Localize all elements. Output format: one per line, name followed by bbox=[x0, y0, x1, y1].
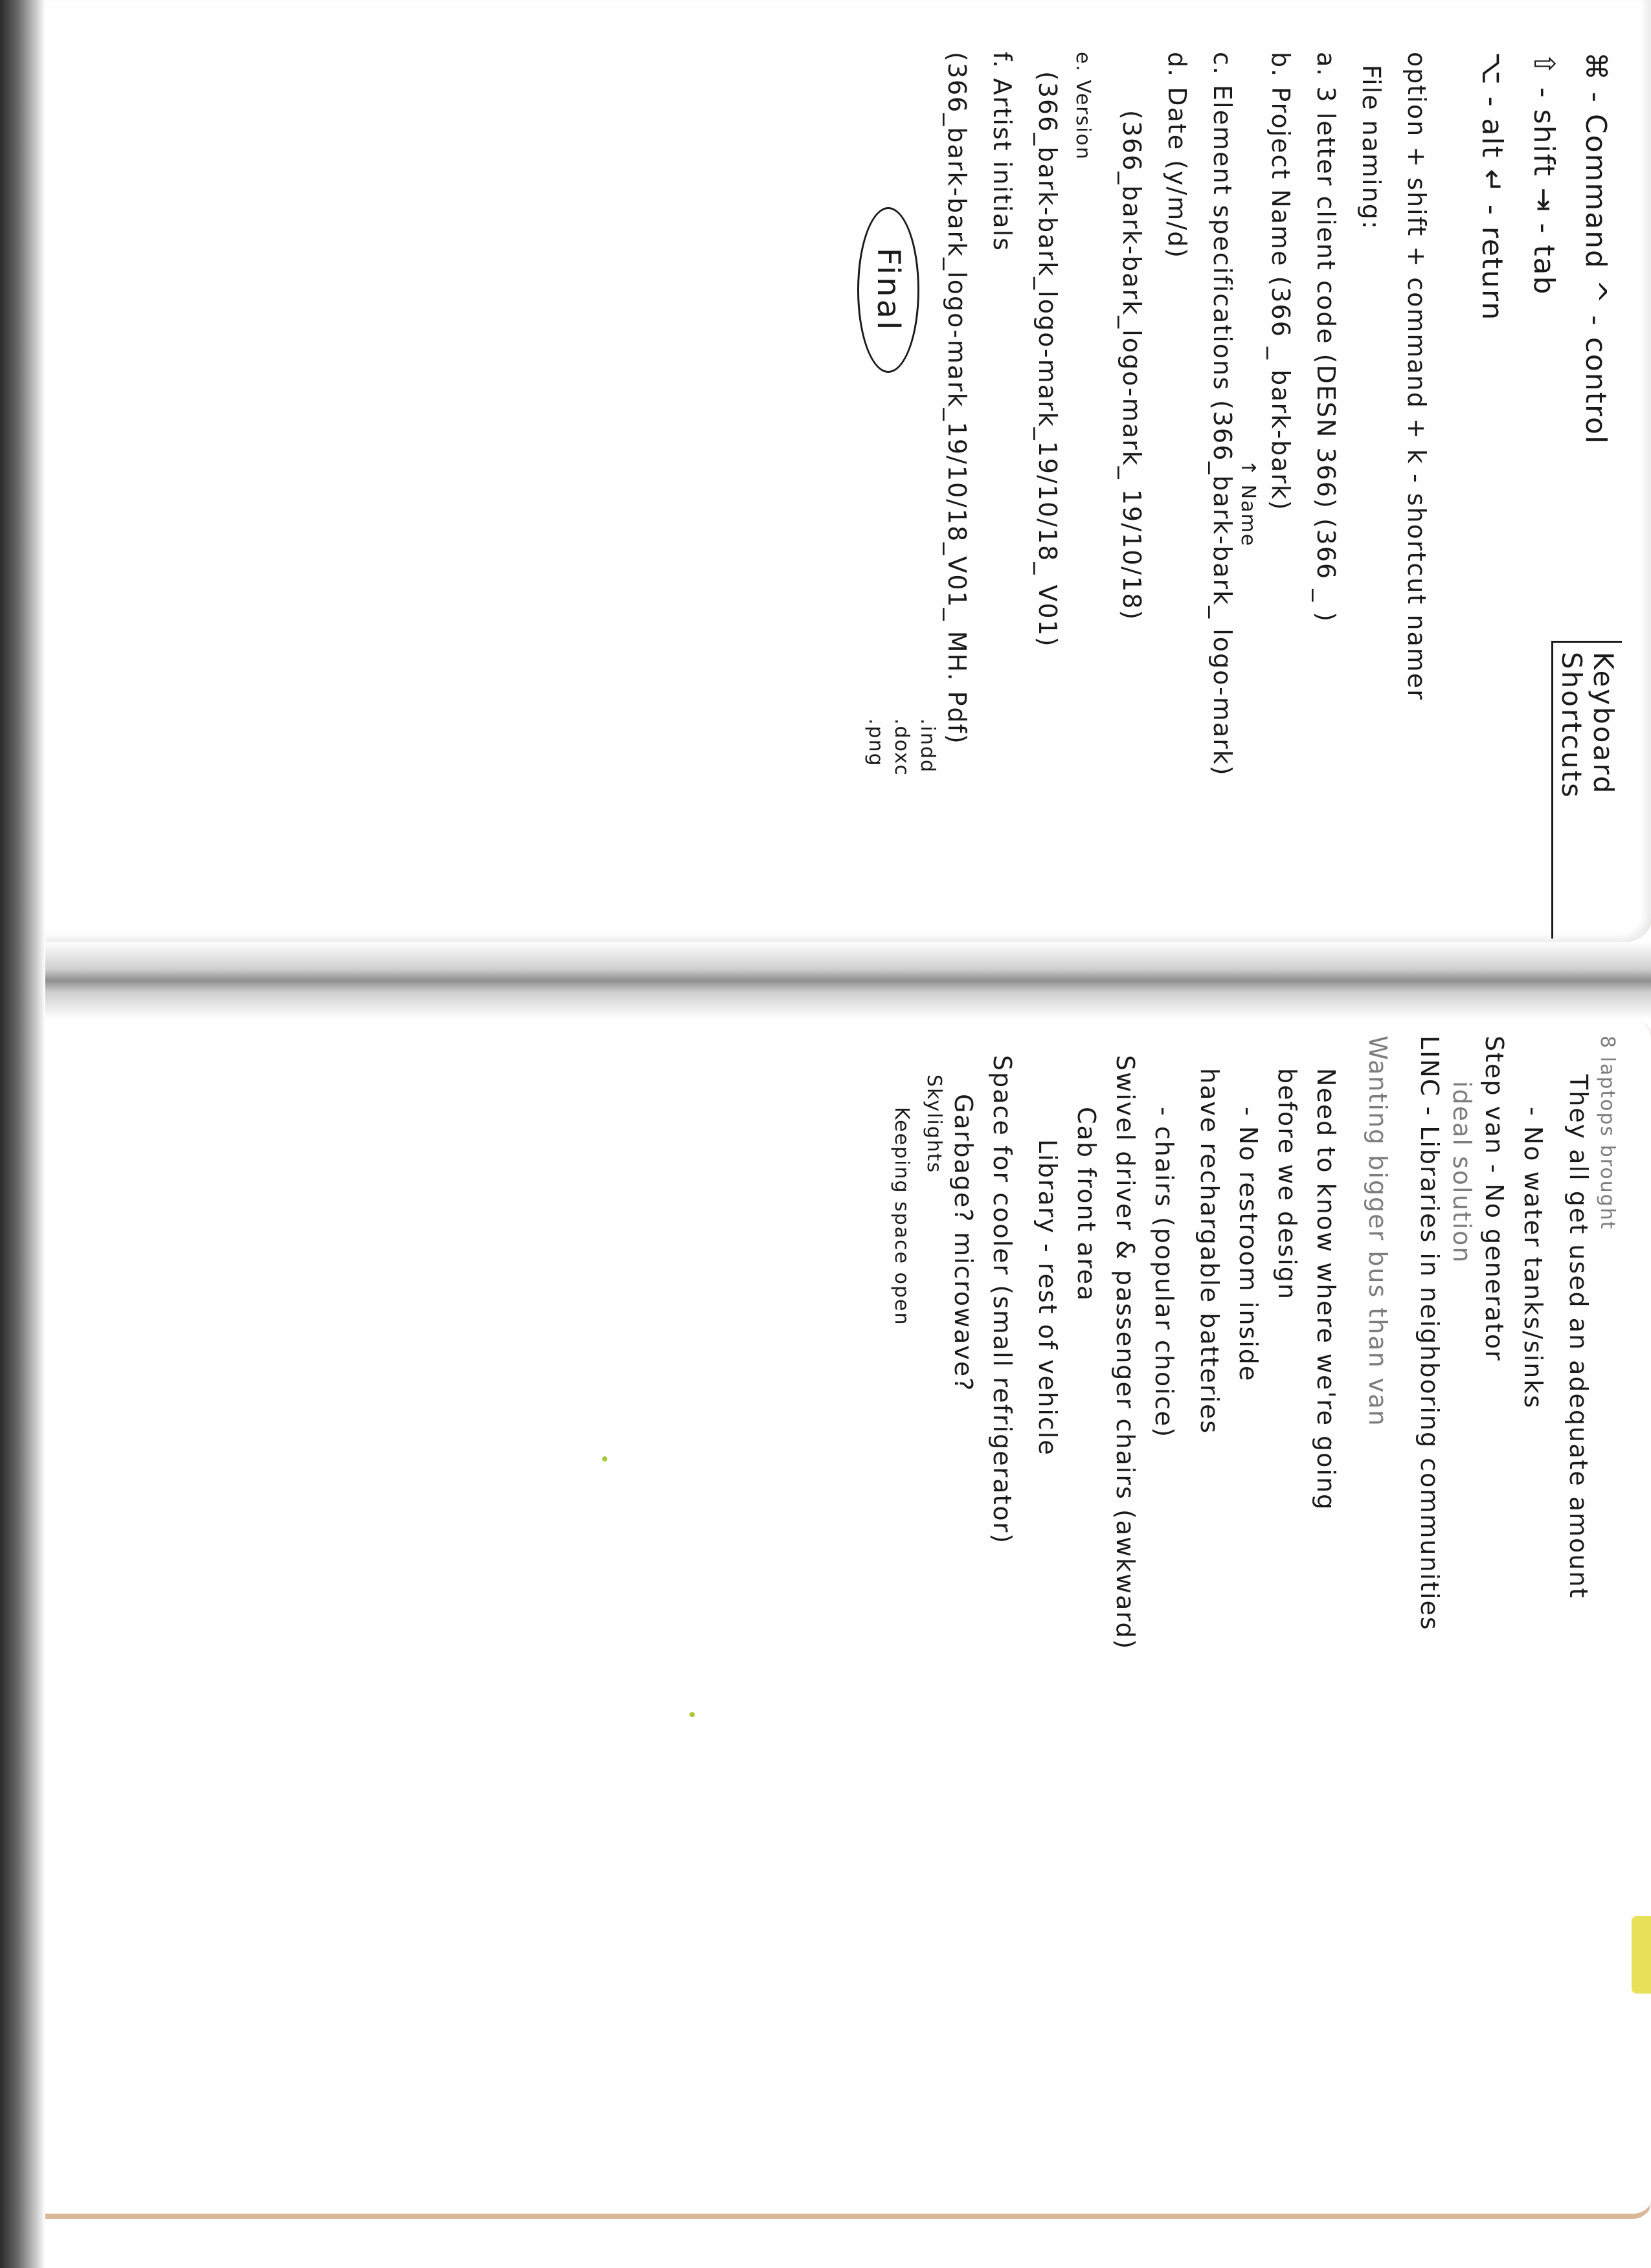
note-line: c. Element specifications (366_bark-bark_ logo-mark) bbox=[1208, 52, 1237, 777]
note-line: Need to know where we're going bbox=[1312, 1068, 1340, 1511]
ink-speck bbox=[690, 1712, 695, 1717]
note-line: Step van - No generator bbox=[1480, 1036, 1509, 1362]
note-line: e. Version bbox=[1072, 52, 1094, 161]
circled-final-label: Final bbox=[857, 207, 919, 373]
note-line: (366_bark-bark_logo-mark_ 19/10/18) bbox=[1118, 110, 1146, 621]
scanner-edge-shadow bbox=[0, 0, 45, 2268]
note-line: .png bbox=[864, 718, 887, 767]
vehicle-design-notes bbox=[777, 1036, 1619, 2201]
sticky-tab-marker bbox=[1632, 1916, 1651, 1994]
note-line: (366_bark-bark_logo-mark_19/10/18_V01_ MH. Pdf) bbox=[943, 52, 971, 745]
note-line: Cab front area bbox=[1072, 1107, 1101, 1302]
note-line: Keeping space open bbox=[890, 1107, 913, 1326]
keyboard-shortcuts-notes bbox=[777, 45, 1619, 939]
note-line: f. Artist initials bbox=[988, 52, 1016, 252]
note-line: - No restroom inside bbox=[1234, 1107, 1263, 1383]
note-line: ⌘ - Command ^ - control bbox=[1579, 52, 1612, 445]
note-line: LINC - Libraries in neighboring communities bbox=[1415, 1036, 1444, 1631]
note-line: ↑ Name bbox=[1237, 460, 1259, 548]
note-line: Library - rest of vehicle bbox=[1033, 1139, 1062, 1456]
note-line: .doxc bbox=[890, 718, 913, 777]
note-line: ⇧ - shift ⇥ - tab bbox=[1527, 52, 1560, 296]
note-line: Wanting bigger bus than van bbox=[1364, 1036, 1392, 1427]
note-line: (366_bark-bark_logo-mark_19/10/18_ V01) bbox=[1033, 71, 1062, 648]
note-line: Garbage? microwave? bbox=[949, 1094, 978, 1392]
note-line: have rechargable batteries bbox=[1195, 1068, 1224, 1435]
note-line: .indd bbox=[916, 718, 939, 773]
note-line: - No water tanks/sinks bbox=[1519, 1107, 1547, 1410]
note-line: d. Date (y/m/d) bbox=[1163, 52, 1191, 260]
note-line: They all get used an adequate amount bbox=[1564, 1074, 1593, 1599]
note-line: File naming: bbox=[1357, 65, 1386, 230]
note-line: Space for cooler (small refrigerator) bbox=[988, 1055, 1016, 1545]
page-title: Keyboard Shortcuts bbox=[1551, 641, 1622, 939]
note-line: ideal solution bbox=[1448, 1081, 1476, 1264]
note-line: b. Project Name (366 _ bark-bark) bbox=[1266, 52, 1295, 511]
note-line: option + shift + command + k - shortcut namer bbox=[1402, 52, 1431, 701]
ink-speck bbox=[602, 1456, 607, 1462]
note-line: Skylights bbox=[923, 1074, 945, 1174]
note-line: a. 3 letter client code (DESN 366) (366 _ ) bbox=[1312, 52, 1340, 623]
note-line: - chairs (popular choice) bbox=[1150, 1107, 1178, 1438]
note-line: before we design bbox=[1273, 1068, 1301, 1300]
note-line: ⌥ - alt ↵ - return bbox=[1476, 52, 1509, 322]
note-line: 8 laptops brought bbox=[1596, 1036, 1619, 1230]
note-line: Swivel driver & passenger chairs (awkward) bbox=[1111, 1055, 1140, 1651]
notebook-spine bbox=[45, 942, 1651, 1019]
